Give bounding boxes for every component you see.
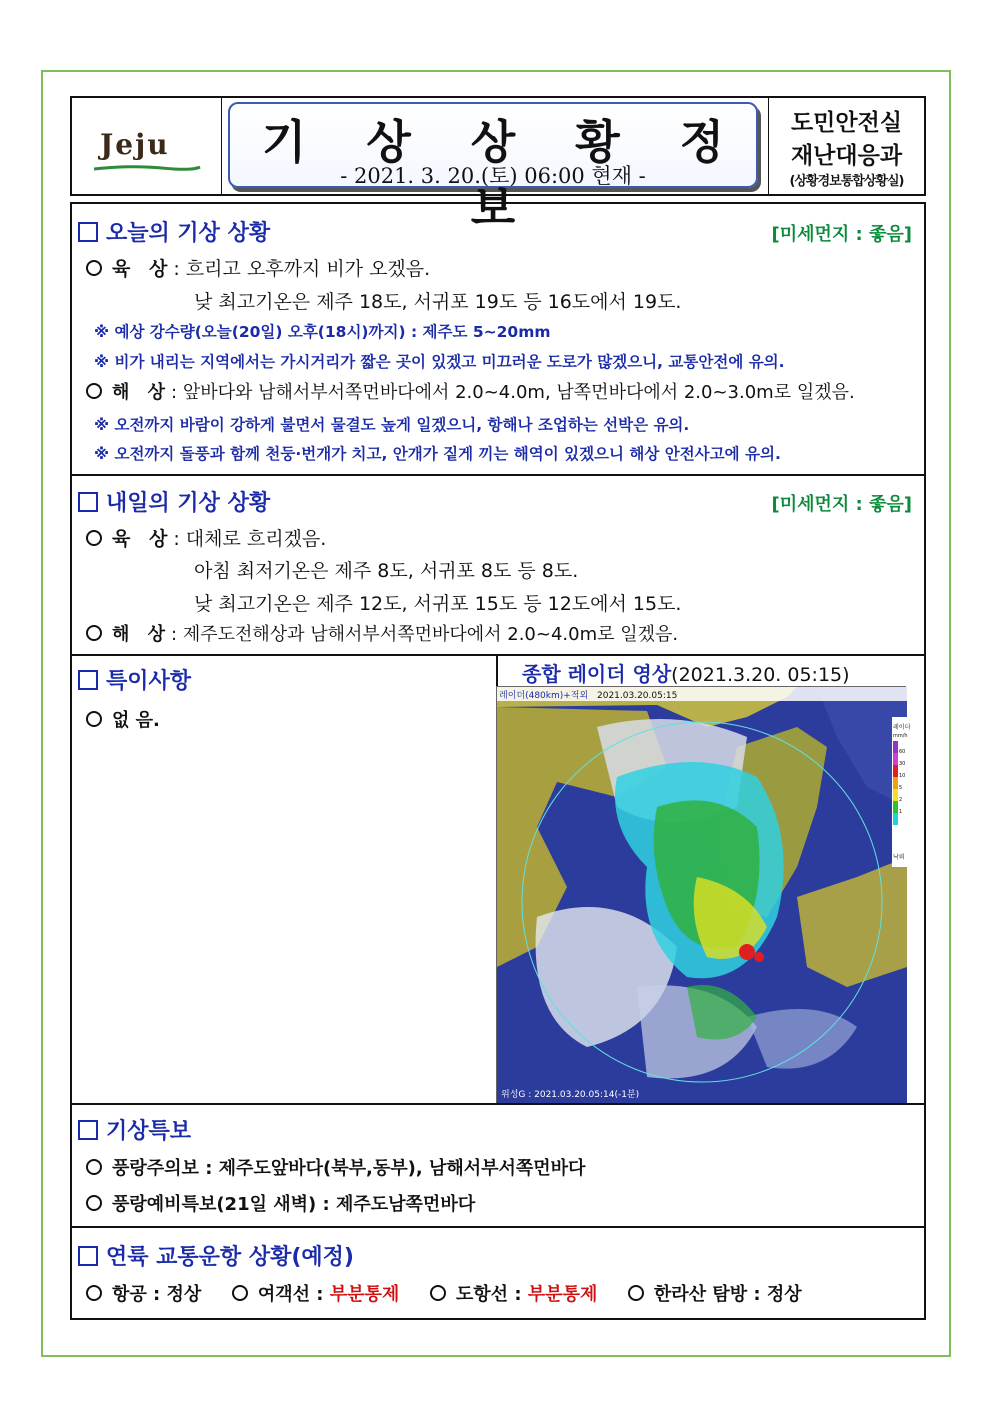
circle-bullet-icon: [86, 1159, 102, 1175]
island-ship-label: 도항선 :: [455, 1284, 528, 1305]
air-label: 항공 :: [112, 1284, 167, 1305]
legend-extra: 낙뢰: [893, 854, 905, 861]
today-land-temp: 낮 최고기온은 제주 18도, 서귀포 19도 등 16도에서 19도.: [194, 291, 682, 313]
traffic-status: [86, 1280, 802, 1306]
legend-swatch: [893, 777, 898, 789]
dept-name-2: 재난대응과: [790, 143, 903, 169]
ferry-value: 부분통제: [329, 1284, 400, 1305]
report-date: - 2021. 3. 20.(토) 06:00 현재 -: [340, 164, 646, 188]
legend-value: 60: [899, 749, 906, 755]
legend-swatch: [893, 753, 898, 765]
radar-image: [496, 686, 911, 1104]
circle-bullet-icon: [430, 1285, 446, 1301]
title-box: [228, 102, 758, 235]
legend-swatch: [893, 741, 898, 753]
today-note-wave: ※ 오전까지 바람이 강하게 불면서 물결도 높게 일겠으니, 항해나 조업하는 선박은 유의.: [94, 416, 690, 434]
logo-cell: [72, 98, 222, 194]
tomorrow-land-min: 아침 최저기온은 제주 8도, 서귀포 8도 등 8도.: [194, 560, 579, 582]
tomorrow-dust: [미세먼지 : 좋음]: [771, 494, 912, 515]
legend-swatch: [893, 789, 898, 801]
jeju-logo: Jeju: [100, 128, 170, 161]
legend-value: 2: [899, 797, 903, 803]
circle-bullet-icon: [86, 1285, 102, 1301]
air-value: 정상: [166, 1284, 202, 1305]
dept-name-3: (상황경보통합상황실): [789, 174, 904, 189]
divider: [72, 474, 924, 476]
tomorrow-land-max: 낮 최고기온은 제주 12도, 서귀포 15도 등 12도에서 15도.: [194, 593, 682, 615]
today-note-storm: ※ 오전까지 돌풍과 함께 천둥·번개가 치고, 안개가 짙게 끼는 해역이 있겠으니 해상 안전사고에 유의.: [94, 445, 781, 463]
special-item: 없 음.: [86, 706, 160, 732]
circle-bullet-icon: [86, 530, 102, 546]
circle-bullet-icon: [86, 1195, 102, 1211]
legend-swatch: [893, 801, 898, 813]
radar-map-icon: [497, 687, 911, 1105]
legend-title: 레이더: [893, 724, 911, 731]
logo-stroke-icon: [92, 164, 202, 172]
checkbox-icon: [78, 492, 98, 512]
checkbox-icon: [78, 670, 98, 690]
legend-swatch: [893, 813, 898, 825]
circle-bullet-icon: [86, 383, 102, 399]
circle-bullet-icon: [628, 1285, 644, 1301]
today-land: 육 상: 흐리고 오후까지 비가 오겠음.: [86, 254, 430, 281]
radar-bottom-caption: 위성G : 2021.03.20.05:14(-1분): [501, 1090, 640, 1100]
warning-item-1: 풍랑주의보 : 제주도앞바다(북부,동부), 남해서부서쪽먼바다: [86, 1154, 585, 1180]
legend-unit: mm/h: [893, 733, 908, 739]
special-section-title: 특이사항: [78, 664, 191, 695]
today-section-title: 오늘의 기상 상황: [78, 216, 270, 247]
radar-title: 종합 레이더 영상(2021.3.20. 05:15): [522, 662, 850, 686]
legend-value: 5: [899, 785, 903, 791]
legend-value: 1: [899, 809, 903, 815]
traffic-section-title: 연륙 교통운항 상황(예정): [78, 1240, 354, 1271]
divider: [72, 1103, 924, 1105]
hallasan-label: 한라산 탐방 :: [653, 1284, 767, 1305]
divider: [72, 654, 924, 656]
legend-value: 10: [899, 773, 906, 779]
page-title: 기 상 상 황 정 보: [261, 115, 747, 235]
circle-bullet-icon: [86, 625, 102, 641]
main-content: [70, 202, 926, 1320]
checkbox-icon: [78, 1246, 98, 1266]
tomorrow-sea: 해 상: 제주도전해상과 남해서부서쪽먼바다에서 2.0~4.0m로 일겠음.: [86, 620, 678, 646]
legend-swatch: [893, 765, 898, 777]
checkbox-icon: [78, 1120, 98, 1140]
circle-bullet-icon: [232, 1285, 248, 1301]
circle-bullet-icon: [86, 260, 102, 276]
circle-bullet-icon: [86, 711, 102, 727]
ferry-label: 여객선 :: [257, 1284, 330, 1305]
today-note-rain: ※ 예상 강수량(오늘(20일) 오후(18시)까지) : 제주도 5~20mm: [94, 323, 551, 341]
department: [768, 98, 924, 194]
island-ship-value: 부분통제: [527, 1284, 598, 1305]
checkbox-icon: [78, 222, 98, 242]
warning-section-title: 기상특보: [78, 1114, 191, 1145]
today-dust: [미세먼지 : 좋음]: [771, 224, 912, 245]
tomorrow-land: 육 상: 대체로 흐리겠음.: [86, 524, 326, 551]
legend-value: 30: [899, 761, 906, 767]
dept-name-1: 도민안전실: [790, 110, 903, 136]
hallasan-value: 정상: [766, 1284, 802, 1305]
radar-top-caption: 레이더(480km)+적외: [499, 691, 589, 701]
divider: [72, 1226, 924, 1228]
warning-item-2: 풍랑예비특보(21일 새벽) : 제주도남쪽먼바다: [86, 1190, 475, 1216]
tomorrow-section-title: 내일의 기상 상황: [78, 486, 270, 517]
radar-top-time: 2021.03.20.05:15: [597, 691, 678, 701]
today-sea: 해 상: 앞바다와 남해서부서쪽먼바다에서 2.0~4.0m, 남쪽먼바다에서 2.0~3.0m로 일겠음.: [86, 378, 855, 404]
today-note-traffic: ※ 비가 내리는 지역에서는 가시거리가 짧은 곳이 있겠고 미끄러운 도로가 많겠으니, 교통안전에 유의.: [94, 353, 785, 371]
